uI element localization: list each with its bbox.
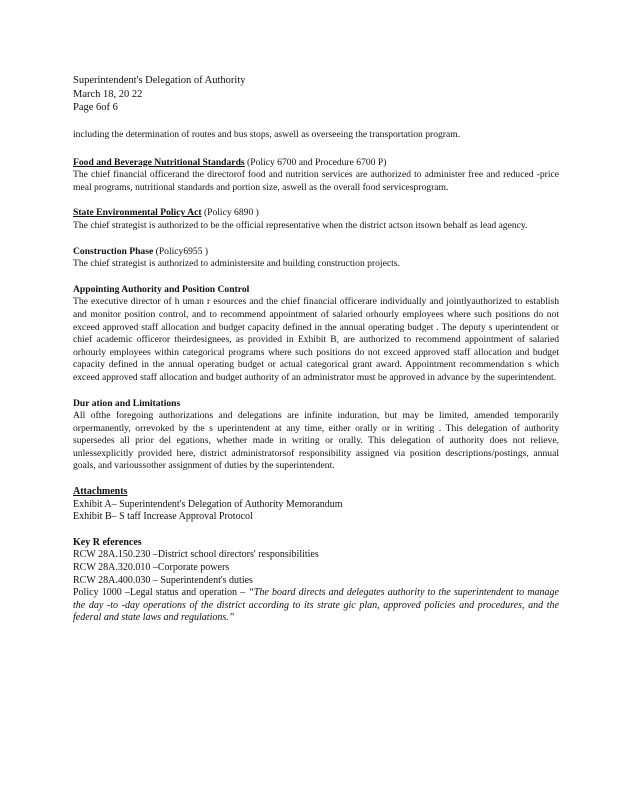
section-state-environmental [73,207,559,232]
reference-item: RCW 28A.400.030 – Superintendent's duties [73,574,253,586]
section-policy-ref: (Policy 6890 ) [203,207,259,219]
section-body: The chief strategist is authorized to be the official representative when the district actson itsown behalf as lead agency. [73,219,528,231]
document-body [73,129,559,638]
references-section [73,537,559,625]
section-body: The executive director of h uman r esources and the chief financial officerare individually and jointlyauthorized to establish and monitor position control, and to recommend appointment of salaried orhourly employees where such positions do not exceed approved staff allocation and budget capacity defined in the annual operating budget . The deputy s uperintendent or chief academic officeror theirdesignees, as provided in Exhibit B, are authorized to recommend appointment of salaried orhourly employees within categorical programs where such positions do not exceed approved staff allocation and budget capacity defined in the annual operating budget or actual categorical grant award. Appointment recommendation s which exceed approved staff allocation and budget authority of an administrator must be approved in advance by the superintendent. [73,296,559,383]
attachments-title: Attachments [73,486,128,498]
section-heading [73,246,559,259]
section-body: The chief financial officerand the directorof food and nutrition services are authorized to administer free and reduced -price meal programs, nutritional standards and portion size, aswell as the overall food servicesprogram. [73,169,559,193]
references-heading [73,537,559,550]
section-food-beverage [73,157,559,195]
policy-quote: “The board directs and delegates authority to the superintendent to manage the day -to -day operations of the district according to its strate gic plan, approved policies and procedures, and the federal and state laws and regulations.” [73,587,559,624]
attachment-item: Exhibit B– S taff Increase Approval Protocol [73,511,253,523]
intro-paragraph: including the determination of routes and bus stops, aswell as overseeing the transportation program. [73,129,461,140]
section-title: Dur ation and Limitations [73,397,181,409]
section-policy-ref: (Policy6955 ) [155,245,209,257]
references-title: Key R eferences [73,536,142,548]
section-heading [73,207,559,220]
section-policy-ref: (Policy 6700 and Procedure 6700 P) [247,156,387,168]
attachments-section [73,486,559,524]
section-heading [73,398,559,411]
document-title: Superintendent's Delegation of Authority [73,75,246,86]
section-duration-limitations [73,398,559,474]
page-number: Page 6of 6 [73,102,118,113]
section-heading [73,157,559,170]
section-heading [73,284,559,297]
section-title: Construction Phase [73,245,154,257]
intro-section [73,129,559,142]
policy-reference [73,587,559,625]
reference-item: RCW 28A.150.230 –District school directors' responsibilities [73,549,319,561]
section-title: Appointing Authority and Position Control [73,283,250,295]
document-date: March 18, 20 22 [73,88,143,100]
attachments-heading [73,486,559,499]
reference-item: RCW 28A.320.010 –Corporate powers [73,562,230,574]
section-body: All ofthe foregoing authorizations and delegations are infinite induration, but may be limited, amended temporarily orpermanently, orrevoked by the s uperintendent at any time, either orally or in writing . This delegation of authority supersedes all prior del egations, whether made in writing or orally. This delegation of authority does not relieve, unlessexplicitly provided here, district administratorsof responsibility assigned via position descriptions/postings, annual goals, and varioussother assignment of duties by the superintendent. [73,410,559,472]
section-construction [73,246,559,271]
section-appointing-authority [73,284,559,385]
attachment-item: Exhibit A– Superintendent's Delegation of Authority Memorandum [73,498,343,510]
section-title: Food and Beverage Nutritional Standards [73,156,245,168]
page-header [73,74,246,115]
section-title: State Environmental Policy Act [73,207,202,219]
section-body: The chief strategist is authorized to administersite and building construction projects. [73,258,400,270]
policy-reference-label: Policy 1000 –Legal status and operation – [73,587,249,599]
